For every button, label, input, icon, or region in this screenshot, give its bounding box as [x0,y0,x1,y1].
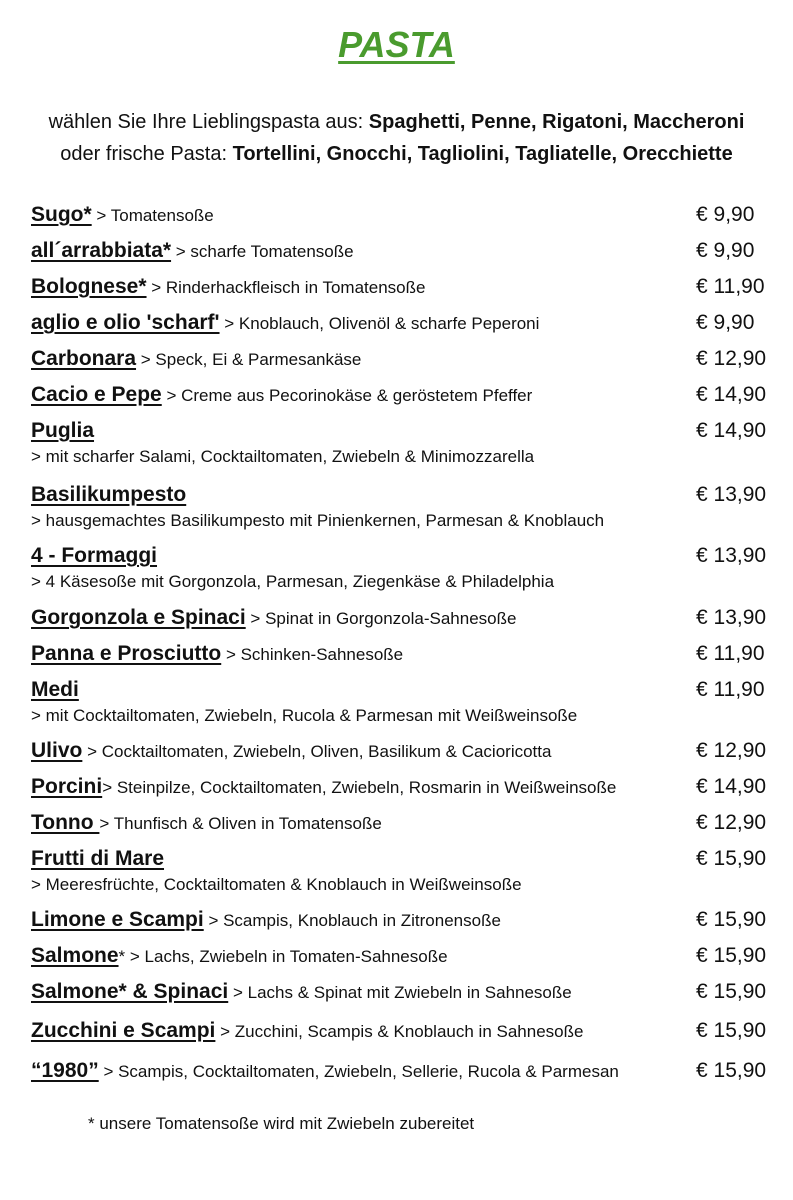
item-description: > Zucchini, Scampis & Knoblauch in Sahnesoße [215,1022,584,1041]
item-name: all´arrabbiata* [31,239,172,262]
item-name: Porcini [31,775,103,798]
item-price: € 9,90 [696,203,755,226]
intro-line-2-text: oder frische Pasta: [60,143,233,165]
item-price: € 15,90 [696,847,767,870]
item-price: € 14,90 [696,419,767,442]
item-description: > Lachs & Spinat mit Zwiebeln in Sahnesoße [228,983,572,1002]
item-description: > 4 Käsesoße mit Gorgonzola, Parmesan, Ziegenkäse & Philadelphia [31,572,555,591]
item-name: Bolognese* [31,275,147,298]
item-price: € 9,90 [696,311,755,334]
item-description: > Speck, Ei & Parmesankäse [136,350,362,369]
item-name: aglio e olio 'scharf' [31,311,220,334]
item-description: > Cocktailtomaten, Zwiebeln, Oliven, Basilikum & Cacioricotta [82,742,552,761]
item-name: Tonno [31,811,100,834]
item-description: > Knoblauch, Olivenöl & scharfe Peperoni [219,314,540,333]
intro-line-1 [0,106,793,138]
item-name: Gorgonzola e Spinaci [31,606,246,629]
item-name: “1980” [31,1059,99,1082]
page-title: PASTA [338,24,455,65]
dry-pasta-options: Spaghetti, Penne, Rigatoni, Maccheroni [368,111,745,133]
item-description: > mit scharfer Salami, Cocktailtomaten, Zwiebeln & Minimozzarella [31,447,535,466]
item-price: € 14,90 [696,775,767,798]
item-name: Salmone* & Spinaci [31,980,229,1003]
item-description: > Rinderhackfleisch in Tomatensoße [146,278,426,297]
item-price: € 9,90 [696,239,755,262]
item-price: € 15,90 [696,980,767,1003]
item-name: Salmone [31,944,119,967]
item-name: Panna e Prosciutto [31,642,222,665]
item-price: € 15,90 [696,1059,767,1082]
item-price: € 11,90 [696,275,765,298]
item-price: € 15,90 [696,1019,767,1042]
item-price: € 15,90 [696,908,767,931]
item-description: > Scampis, Knoblauch in Zitronensoße [203,911,501,930]
item-name: Puglia [31,419,95,442]
item-name: Cacio e Pepe [31,383,162,406]
item-name: Frutti di Mare [31,847,165,870]
item-price: € 12,90 [696,739,767,762]
item-price: € 15,90 [696,944,767,967]
item-name-suffix: * [118,947,126,966]
item-price: € 12,90 [696,811,767,834]
intro-line-1-text: wählen Sie Ihre Lieblingspasta aus: [48,111,369,133]
item-description: > Scampis, Cocktailtomaten, Zwiebeln, Sellerie, Rucola & Parmesan [98,1062,619,1081]
item-name: Zucchini e Scampi [31,1019,216,1042]
intro-line-2 [0,138,793,170]
item-price: € 13,90 [696,606,767,629]
item-description: > Meeresfrüchte, Cocktailtomaten & Knoblauch in Weißweinsoße [31,875,522,894]
item-price: € 11,90 [696,678,765,701]
item-name: 4 - Formaggi [31,544,158,567]
item-description: > Creme aus Pecorinokäse & geröstetem Pfeffer [161,386,533,405]
item-name: Basilikumpesto [31,483,187,506]
item-name: Limone e Scampi [31,908,204,931]
pasta-intro [0,106,793,170]
item-description: > scharfe Tomatensoße [171,242,354,261]
item-description: > Tomatensoße [91,206,214,225]
fresh-pasta-options: Tortellini, Gnocchi, Tagliolini, Tagliatelle, Orecchiette [232,143,733,165]
item-description: > Lachs, Zwiebeln in Tomaten-Sahnesoße [125,947,448,966]
item-description: > Thunfisch & Oliven in Tomatensoße [99,814,382,833]
item-description: > hausgemachtes Basilikumpesto mit Pinienkernen, Parmesan & Knoblauch [31,511,605,530]
item-price: € 13,90 [696,483,767,506]
item-description: > Steinpilze, Cocktailtomaten, Zwiebeln, Rosmarin in Weißweinsoße [102,778,617,797]
item-name: Ulivo [31,739,83,762]
item-name: Sugo* [31,203,92,226]
item-description: > mit Cocktailtomaten, Zwiebeln, Rucola & Parmesan mit Weißweinsoße [31,706,578,725]
item-price: € 13,90 [696,544,767,567]
item-price: € 11,90 [696,642,765,665]
item-price: € 12,90 [696,347,767,370]
item-name: Carbonara [31,347,137,370]
item-name: Medi [31,678,79,701]
footnote: * unsere Tomatensoße wird mit Zwiebeln zubereitet [88,1114,475,1133]
item-description: > Schinken-Sahnesoße [221,645,404,664]
item-description: > Spinat in Gorgonzola-Sahnesoße [245,609,517,628]
item-price: € 14,90 [696,383,767,406]
